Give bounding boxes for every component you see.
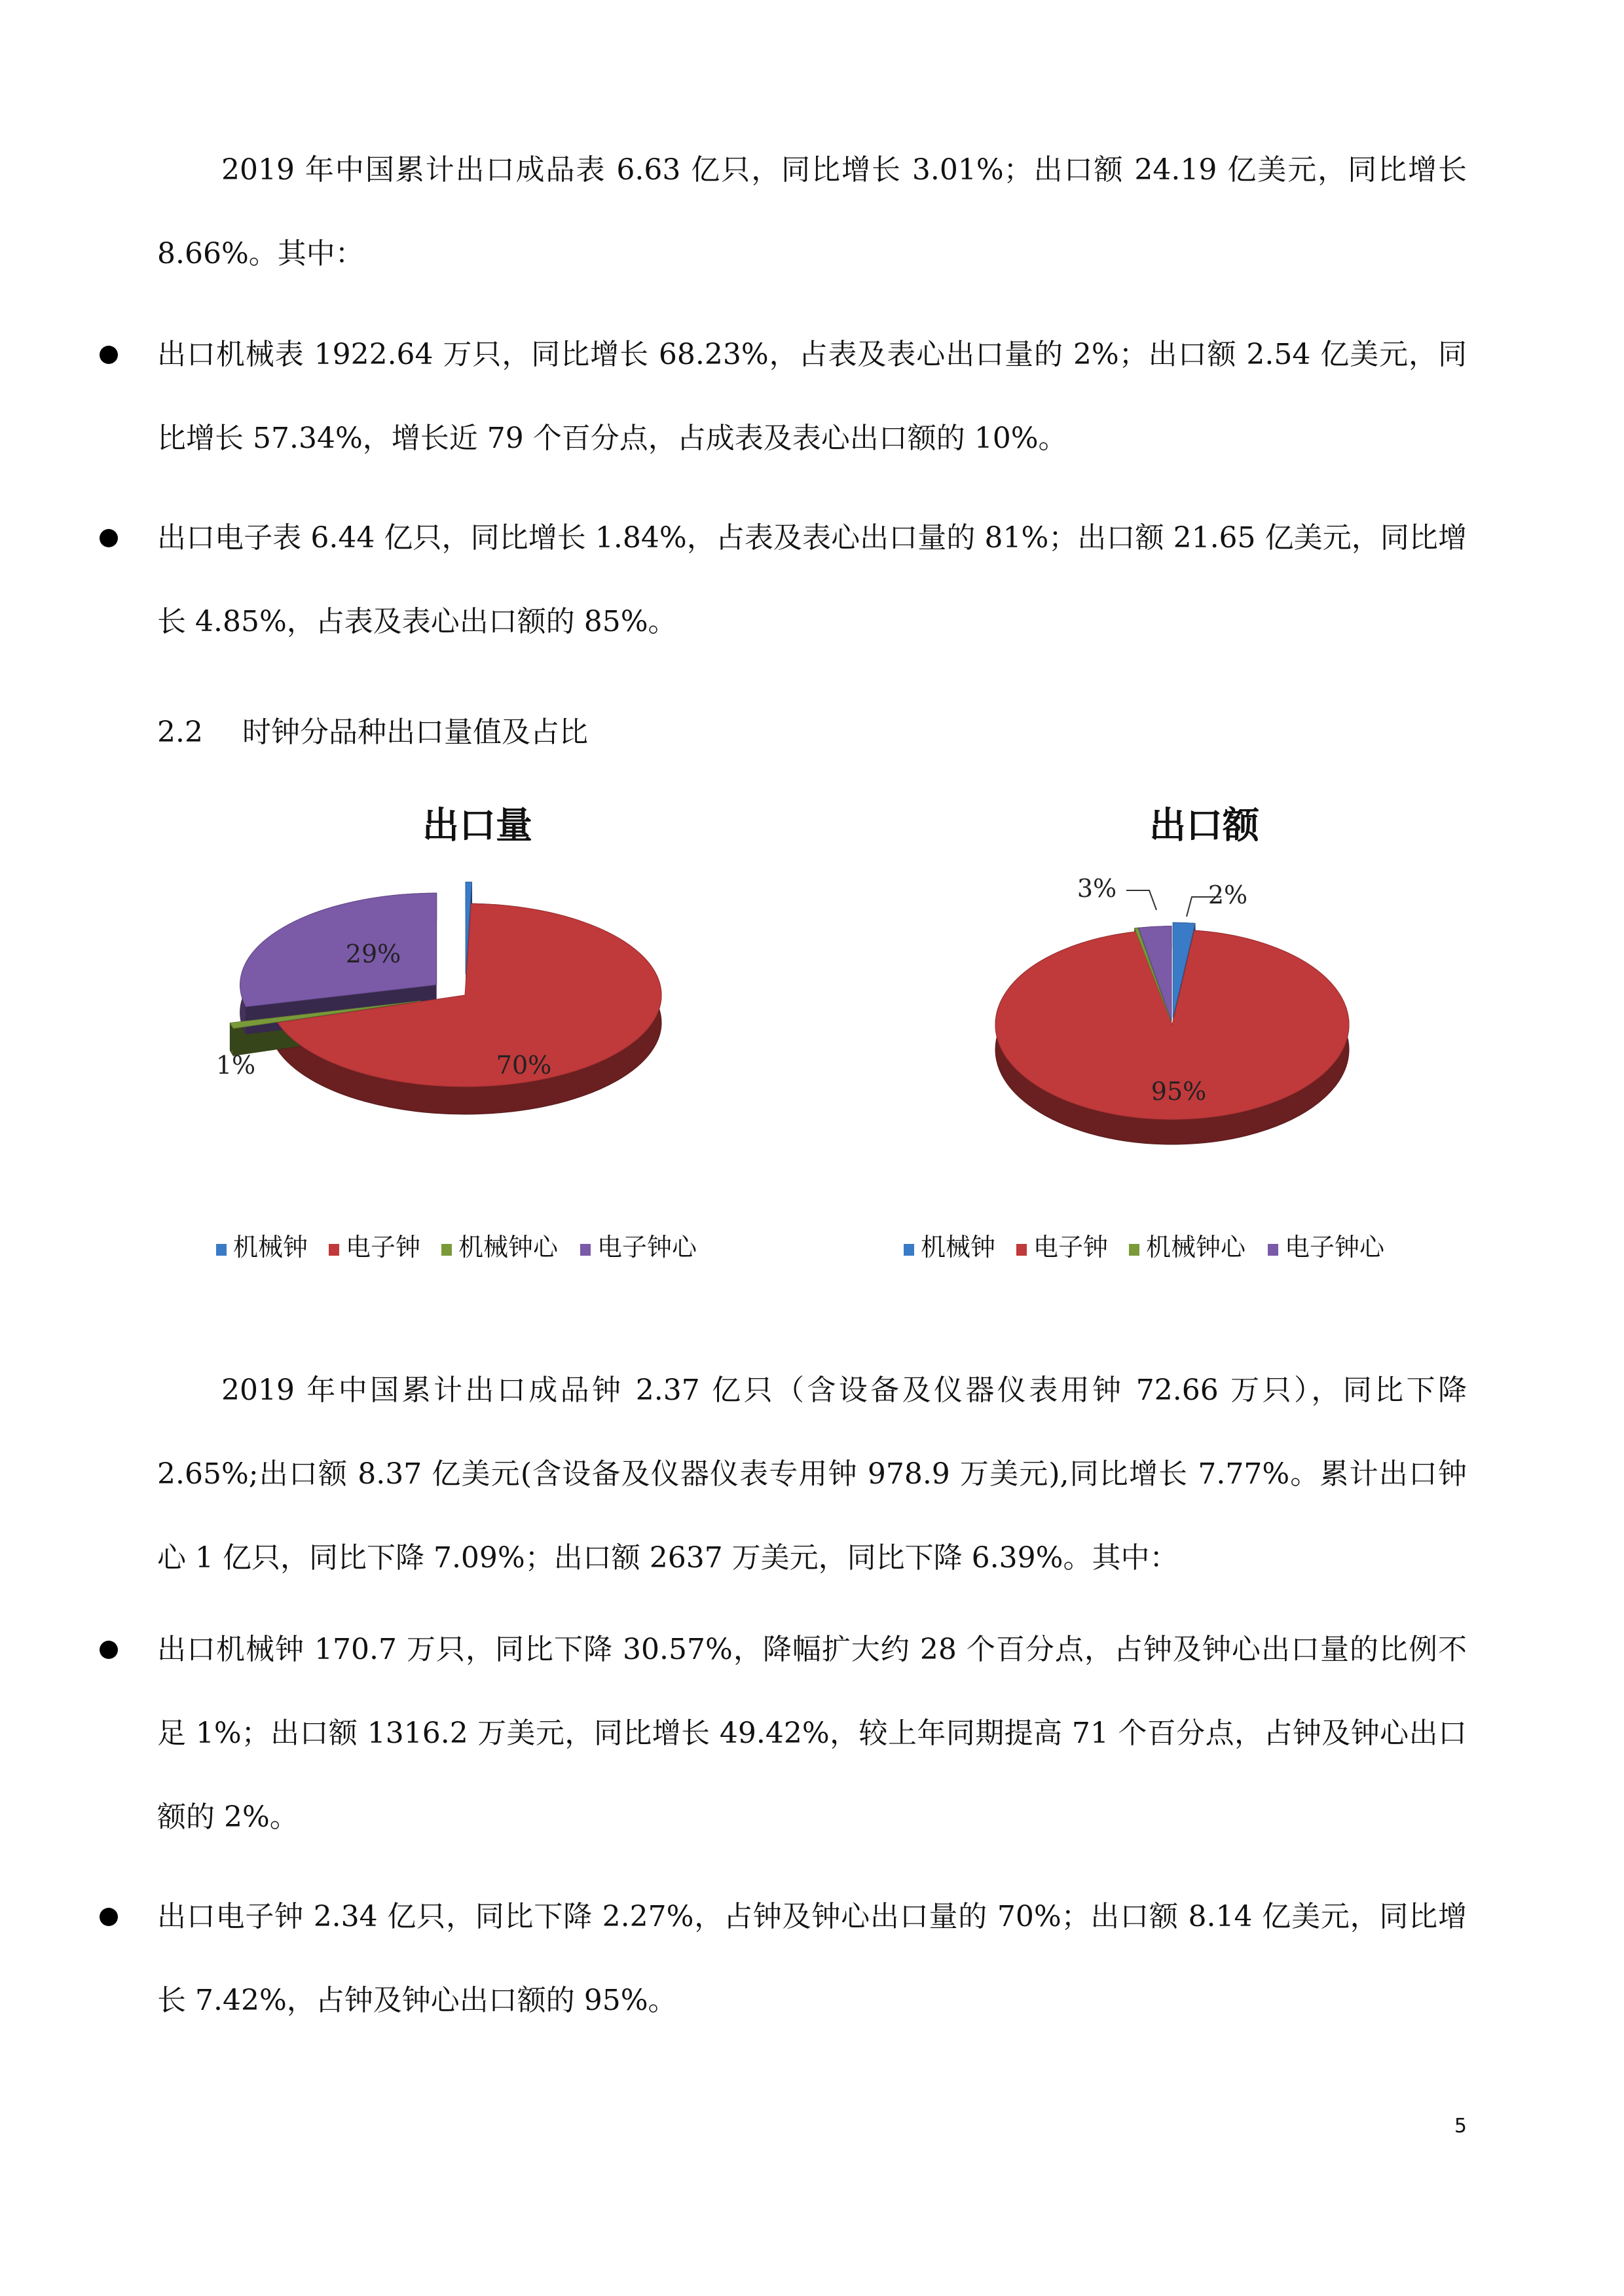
legend-label: 机械钟 [233,1233,308,1262]
bullet-mechanical-clock: 出口机械钟 170.7 万只，同比下降 30.57%，降幅扩大约 28 个百分点，占钟及钟心出口量的比例不足 1%；出口额 1316.2 万美元，同比增长 49.42%，较上年同期提高 71 个百分点，占钟及钟心出口额的 2%。 [157,1633,1467,1834]
bullet-dot [100,1908,118,1926]
bullet-mechanical-watch: 出口机械表 1922.64 万只，同比增长 68.23%，占表及表心出口量的 2%；出口额 2.54 亿美元，同比增长 57.34%，增长近 79 个百分点，占成表及表心出口额的 10%。 [157,338,1467,455]
section-heading [157,708,588,750]
section-title: 时钟分品种出口量值及占比 [242,716,588,749]
legend-swatch [441,1244,452,1256]
leader-line [1126,890,1156,910]
bullet-dot [100,346,118,364]
legend-label: 电子钟心 [1285,1233,1385,1262]
pie-chart-export-volume [157,799,851,1309]
legend-label: 机械钟 [921,1233,996,1262]
data-label: 95% [1151,1077,1207,1106]
pie-slices [230,882,661,1114]
paragraph-watch-summary: 2019 年中国累计出口成品表 6.63 亿只，同比增长 3.01%；出口额 24.19 亿美元，同比增长 8.66%。其中： [157,153,1467,270]
legend-swatch [329,1244,339,1256]
legend-label: 电子钟 [346,1233,421,1262]
pie-chart-svg [157,799,851,1309]
legend-label: 机械钟心 [1146,1233,1246,1262]
legend-swatch [1129,1244,1139,1256]
legend-swatch [216,1244,227,1256]
pie-chart-export-value [851,799,1545,1309]
paragraph-clock-summary: 2019 年中国累计出口成品钟 2.37 亿只（含设备及仪器仪表用钟 72.66 万只），同比下降 2.65%;出口额 8.37 亿美元(含设备及仪器仪表专用钟 978.9 万美元),同比增长 7.77%。累计出口钟心 1 亿只，同比下降 7.09%；出口额 2637 万美元，同比下降 6.39%。其中： [157,1374,1467,1575]
bullet-dot [100,1641,118,1659]
legend-swatch [904,1244,914,1256]
legend-label: 机械钟心 [458,1233,559,1262]
chart-title: 出口额 [1149,805,1259,847]
chart-legend [216,1233,698,1262]
data-label: 29% [345,939,401,968]
legend-label: 电子钟心 [597,1233,697,1262]
data-label: 2% [1208,881,1248,909]
chart-legend [904,1233,1386,1262]
pie-slices [995,922,1349,1144]
bullet-dot [100,529,118,547]
bullet-electronic-watch: 出口电子表 6.44 亿只，同比增长 1.84%，占表及表心出口量的 81%；出口额 21.65 亿美元，同比增长 4.85%，占表及表心出口额的 85%。 [157,521,1467,638]
legend-swatch [580,1244,591,1256]
legend-label: 电子钟 [1033,1233,1109,1262]
data-label: 3% [1077,874,1117,903]
pie-chart-svg [851,799,1545,1309]
bullet-electronic-clock: 出口电子钟 2.34 亿只，同比下降 2.27%，占钟及钟心出口量的 70%；出口额 8.14 亿美元，同比增长 7.42%，占钟及钟心出口额的 95%。 [157,1900,1467,2017]
page-number: 5 [1454,2115,1467,2138]
legend-swatch [1268,1244,1278,1256]
data-label: 1% [215,1051,256,1080]
chart-title: 出口量 [422,805,532,847]
section-number: 2.2 [157,716,203,749]
data-label: 70% [496,1051,552,1080]
legend-swatch [1016,1244,1027,1256]
